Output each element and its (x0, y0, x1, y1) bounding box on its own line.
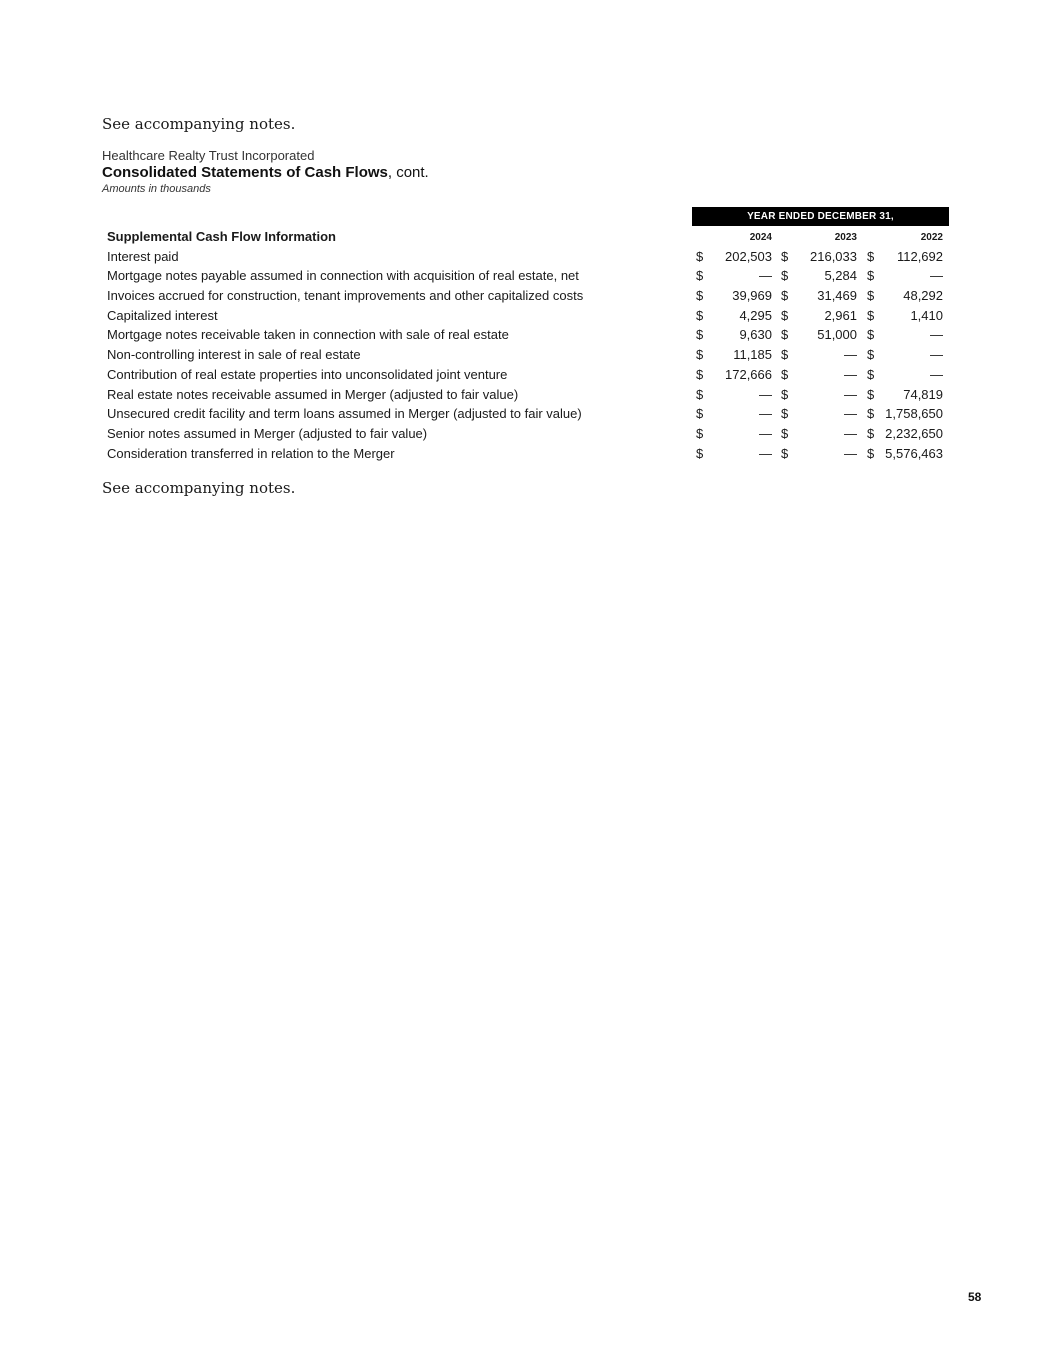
see-notes-bottom: See accompanying notes. (102, 479, 296, 497)
currency-symbol: $ (867, 288, 875, 304)
table-row (102, 444, 952, 464)
cell-value-2024: 39,969 (732, 288, 772, 304)
row-label: Mortgage notes receivable taken in connection with sale of real estate (107, 327, 509, 343)
currency-symbol: $ (696, 268, 704, 284)
table-row (102, 345, 952, 365)
cell-value-2024: — (759, 406, 772, 422)
section-label: Supplemental Cash Flow Information (107, 229, 336, 244)
currency-symbol: $ (696, 347, 704, 363)
currency-symbol: $ (867, 327, 875, 343)
cell-value-2022: 48,292 (903, 288, 943, 304)
currency-symbol: $ (781, 307, 789, 323)
table-header-row (102, 227, 952, 247)
table-row (102, 365, 952, 385)
table-body (102, 247, 952, 464)
currency-symbol: $ (696, 366, 704, 382)
units-note: Amounts in thousands (102, 183, 211, 195)
year-column-1: 2024 (749, 232, 772, 243)
currency-symbol: $ (696, 386, 704, 402)
currency-symbol: $ (781, 366, 789, 382)
table-row (102, 266, 952, 286)
cell-value-2023: — (844, 406, 857, 422)
cell-value-2024: 4,295 (739, 307, 772, 323)
currency-symbol: $ (696, 288, 704, 304)
currency-symbol: $ (696, 327, 704, 343)
statement-title-main: Consolidated Statements of Cash Flows (102, 164, 388, 181)
currency-symbol: $ (696, 445, 704, 461)
cell-value-2023: 51,000 (817, 327, 857, 343)
currency-symbol: $ (696, 425, 704, 441)
cell-value-2022: 1,758,650 (885, 406, 943, 422)
cell-value-2023: — (844, 366, 857, 382)
cell-value-2022: — (930, 327, 943, 343)
currency-symbol: $ (867, 425, 875, 441)
currency-symbol: $ (781, 445, 789, 461)
cell-value-2024: 11,185 (733, 347, 772, 363)
cell-value-2024: — (759, 386, 772, 402)
currency-symbol: $ (867, 445, 875, 461)
table-row (102, 424, 952, 444)
supplemental-cash-flow-table (102, 227, 952, 463)
cell-value-2023: 2,961 (824, 307, 857, 323)
currency-symbol: $ (781, 248, 789, 264)
cell-value-2022: 1,410 (910, 307, 943, 323)
cell-value-2024: — (759, 445, 772, 461)
currency-symbol: $ (696, 248, 704, 264)
cell-value-2024: 172,666 (725, 366, 772, 382)
table-row (102, 404, 952, 424)
cell-value-2022: — (930, 347, 943, 363)
statement-title (102, 164, 429, 181)
row-label: Capitalized interest (107, 307, 218, 323)
currency-symbol: $ (867, 366, 875, 382)
currency-symbol: $ (781, 268, 789, 284)
cell-value-2022: 2,232,650 (885, 425, 943, 441)
year-column-3: 2022 (920, 232, 943, 243)
cell-value-2022: — (930, 366, 943, 382)
table-row (102, 325, 952, 345)
currency-symbol: $ (781, 347, 789, 363)
currency-symbol: $ (781, 406, 789, 422)
cell-value-2024: 202,503 (725, 248, 772, 264)
see-notes-top: See accompanying notes. (102, 115, 296, 133)
currency-symbol: $ (696, 406, 704, 422)
currency-symbol: $ (867, 406, 875, 422)
page-number: 58 (968, 1290, 982, 1304)
currency-symbol: $ (867, 268, 875, 284)
row-label: Contribution of real estate properties into unconsolidated joint venture (107, 366, 508, 382)
row-label: Consideration transferred in relation to the Merger (107, 445, 395, 461)
period-header: YEAR ENDED DECEMBER 31, (692, 207, 949, 226)
table-row (102, 286, 952, 306)
cell-value-2024: — (759, 425, 772, 441)
statement-title-suffix: , cont. (387, 164, 429, 181)
cell-value-2023: 31,469 (817, 288, 857, 304)
company-name: Healthcare Realty Trust Incorporated (102, 148, 315, 163)
cell-value-2022: 74,819 (903, 386, 943, 402)
row-label: Senior notes assumed in Merger (adjusted to fair value) (107, 425, 428, 441)
cell-value-2023: — (844, 386, 857, 402)
currency-symbol: $ (781, 425, 789, 441)
currency-symbol: $ (781, 288, 789, 304)
cell-value-2022: 112,692 (896, 248, 943, 264)
cell-value-2023: — (844, 425, 857, 441)
cell-value-2022: — (930, 268, 943, 284)
row-label: Real estate notes receivable assumed in Merger (adjusted to fair value) (107, 386, 519, 402)
currency-symbol: $ (781, 327, 789, 343)
cell-value-2024: — (759, 268, 772, 284)
currency-symbol: $ (867, 307, 875, 323)
cell-value-2022: 5,576,463 (885, 445, 943, 461)
table-row (102, 385, 952, 405)
cell-value-2023: — (844, 347, 857, 363)
row-label: Non-controlling interest in sale of real estate (107, 347, 361, 363)
row-label: Interest paid (107, 248, 179, 264)
currency-symbol: $ (867, 386, 875, 402)
row-label: Unsecured credit facility and term loans assumed in Merger (adjusted to fair value) (107, 406, 582, 422)
cell-value-2023: — (844, 445, 857, 461)
currency-symbol: $ (696, 307, 704, 323)
row-label: Invoices accrued for construction, tenant improvements and other capitalized costs (107, 288, 584, 304)
table-row (102, 306, 952, 326)
cell-value-2024: 9,630 (739, 327, 772, 343)
cell-value-2023: 5,284 (824, 268, 857, 284)
year-column-2: 2023 (834, 232, 857, 243)
row-label: Mortgage notes payable assumed in connection with acquisition of real estate, net (107, 268, 579, 284)
currency-symbol: $ (867, 347, 875, 363)
table-row (102, 247, 952, 267)
cell-value-2023: 216,033 (810, 248, 857, 264)
currency-symbol: $ (867, 248, 875, 264)
currency-symbol: $ (781, 386, 789, 402)
